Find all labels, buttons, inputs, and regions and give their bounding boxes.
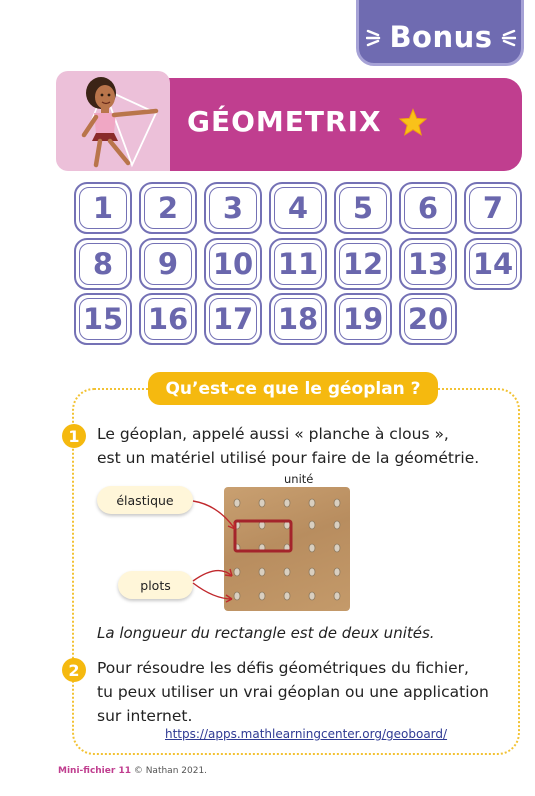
challenge-tile[interactable]: 19	[334, 293, 392, 345]
step-1-text: Le géoplan, appelé aussi « planche à clous », est un matériel utilisé pour faire de la géométrie.	[97, 425, 480, 467]
challenge-tile[interactable]: 13	[399, 238, 457, 290]
challenge-tile[interactable]: 11	[269, 238, 327, 290]
challenge-tile[interactable]: 4	[269, 182, 327, 234]
challenge-tile[interactable]: 16	[139, 293, 197, 345]
page-footer: Mini-fichier 11 © Nathan 2021.	[58, 766, 208, 776]
challenge-tile[interactable]: 20	[399, 293, 457, 345]
challenge-tile[interactable]: 14	[464, 238, 522, 290]
girl-triangle-illustration	[56, 71, 170, 171]
challenge-tile[interactable]: 5	[334, 182, 392, 234]
challenge-tile[interactable]: 17	[204, 293, 262, 345]
pegs-label: plots	[118, 571, 193, 599]
section-heading: Qu’est-ce que le géoplan ?	[148, 372, 438, 405]
challenge-tile[interactable]: 15	[74, 293, 132, 345]
sparkle-left-icon	[366, 27, 382, 49]
challenge-tile[interactable]: 1	[74, 182, 132, 234]
challenge-tile[interactable]: 2	[139, 182, 197, 234]
step-2-badge: 2	[62, 658, 86, 682]
step-1-badge: 1	[62, 424, 86, 448]
challenge-tile[interactable]: 9	[139, 238, 197, 290]
page-title: GÉOMETRIX	[187, 105, 382, 138]
challenge-tile[interactable]: 8	[74, 238, 132, 290]
challenge-tile[interactable]: 3	[204, 182, 262, 234]
challenge-tile[interactable]: 12	[334, 238, 392, 290]
challenge-tile[interactable]: 6	[399, 182, 457, 234]
bonus-label: Bonus	[389, 20, 493, 54]
figure-caption: La longueur du rectangle est de deux unités.	[97, 624, 435, 642]
sparkle-right-icon	[500, 27, 516, 49]
unit-label: unité	[284, 472, 314, 486]
challenge-tile[interactable]: 10	[204, 238, 262, 290]
geoboard-photo	[224, 487, 350, 611]
star-icon	[398, 108, 428, 137]
geoboard-app-link[interactable]: https://apps.mathlearningcenter.org/geoboard/	[165, 727, 448, 741]
elastic-label: élastique	[97, 486, 193, 514]
step-2-text: Pour résoudre les défis géométriques du fichier, tu peux utiliser un vrai géoplan ou une application sur internet.	[97, 659, 489, 725]
callout-arrows	[190, 495, 240, 605]
challenge-tile[interactable]: 7	[464, 182, 522, 234]
challenge-tile[interactable]: 18	[269, 293, 327, 345]
